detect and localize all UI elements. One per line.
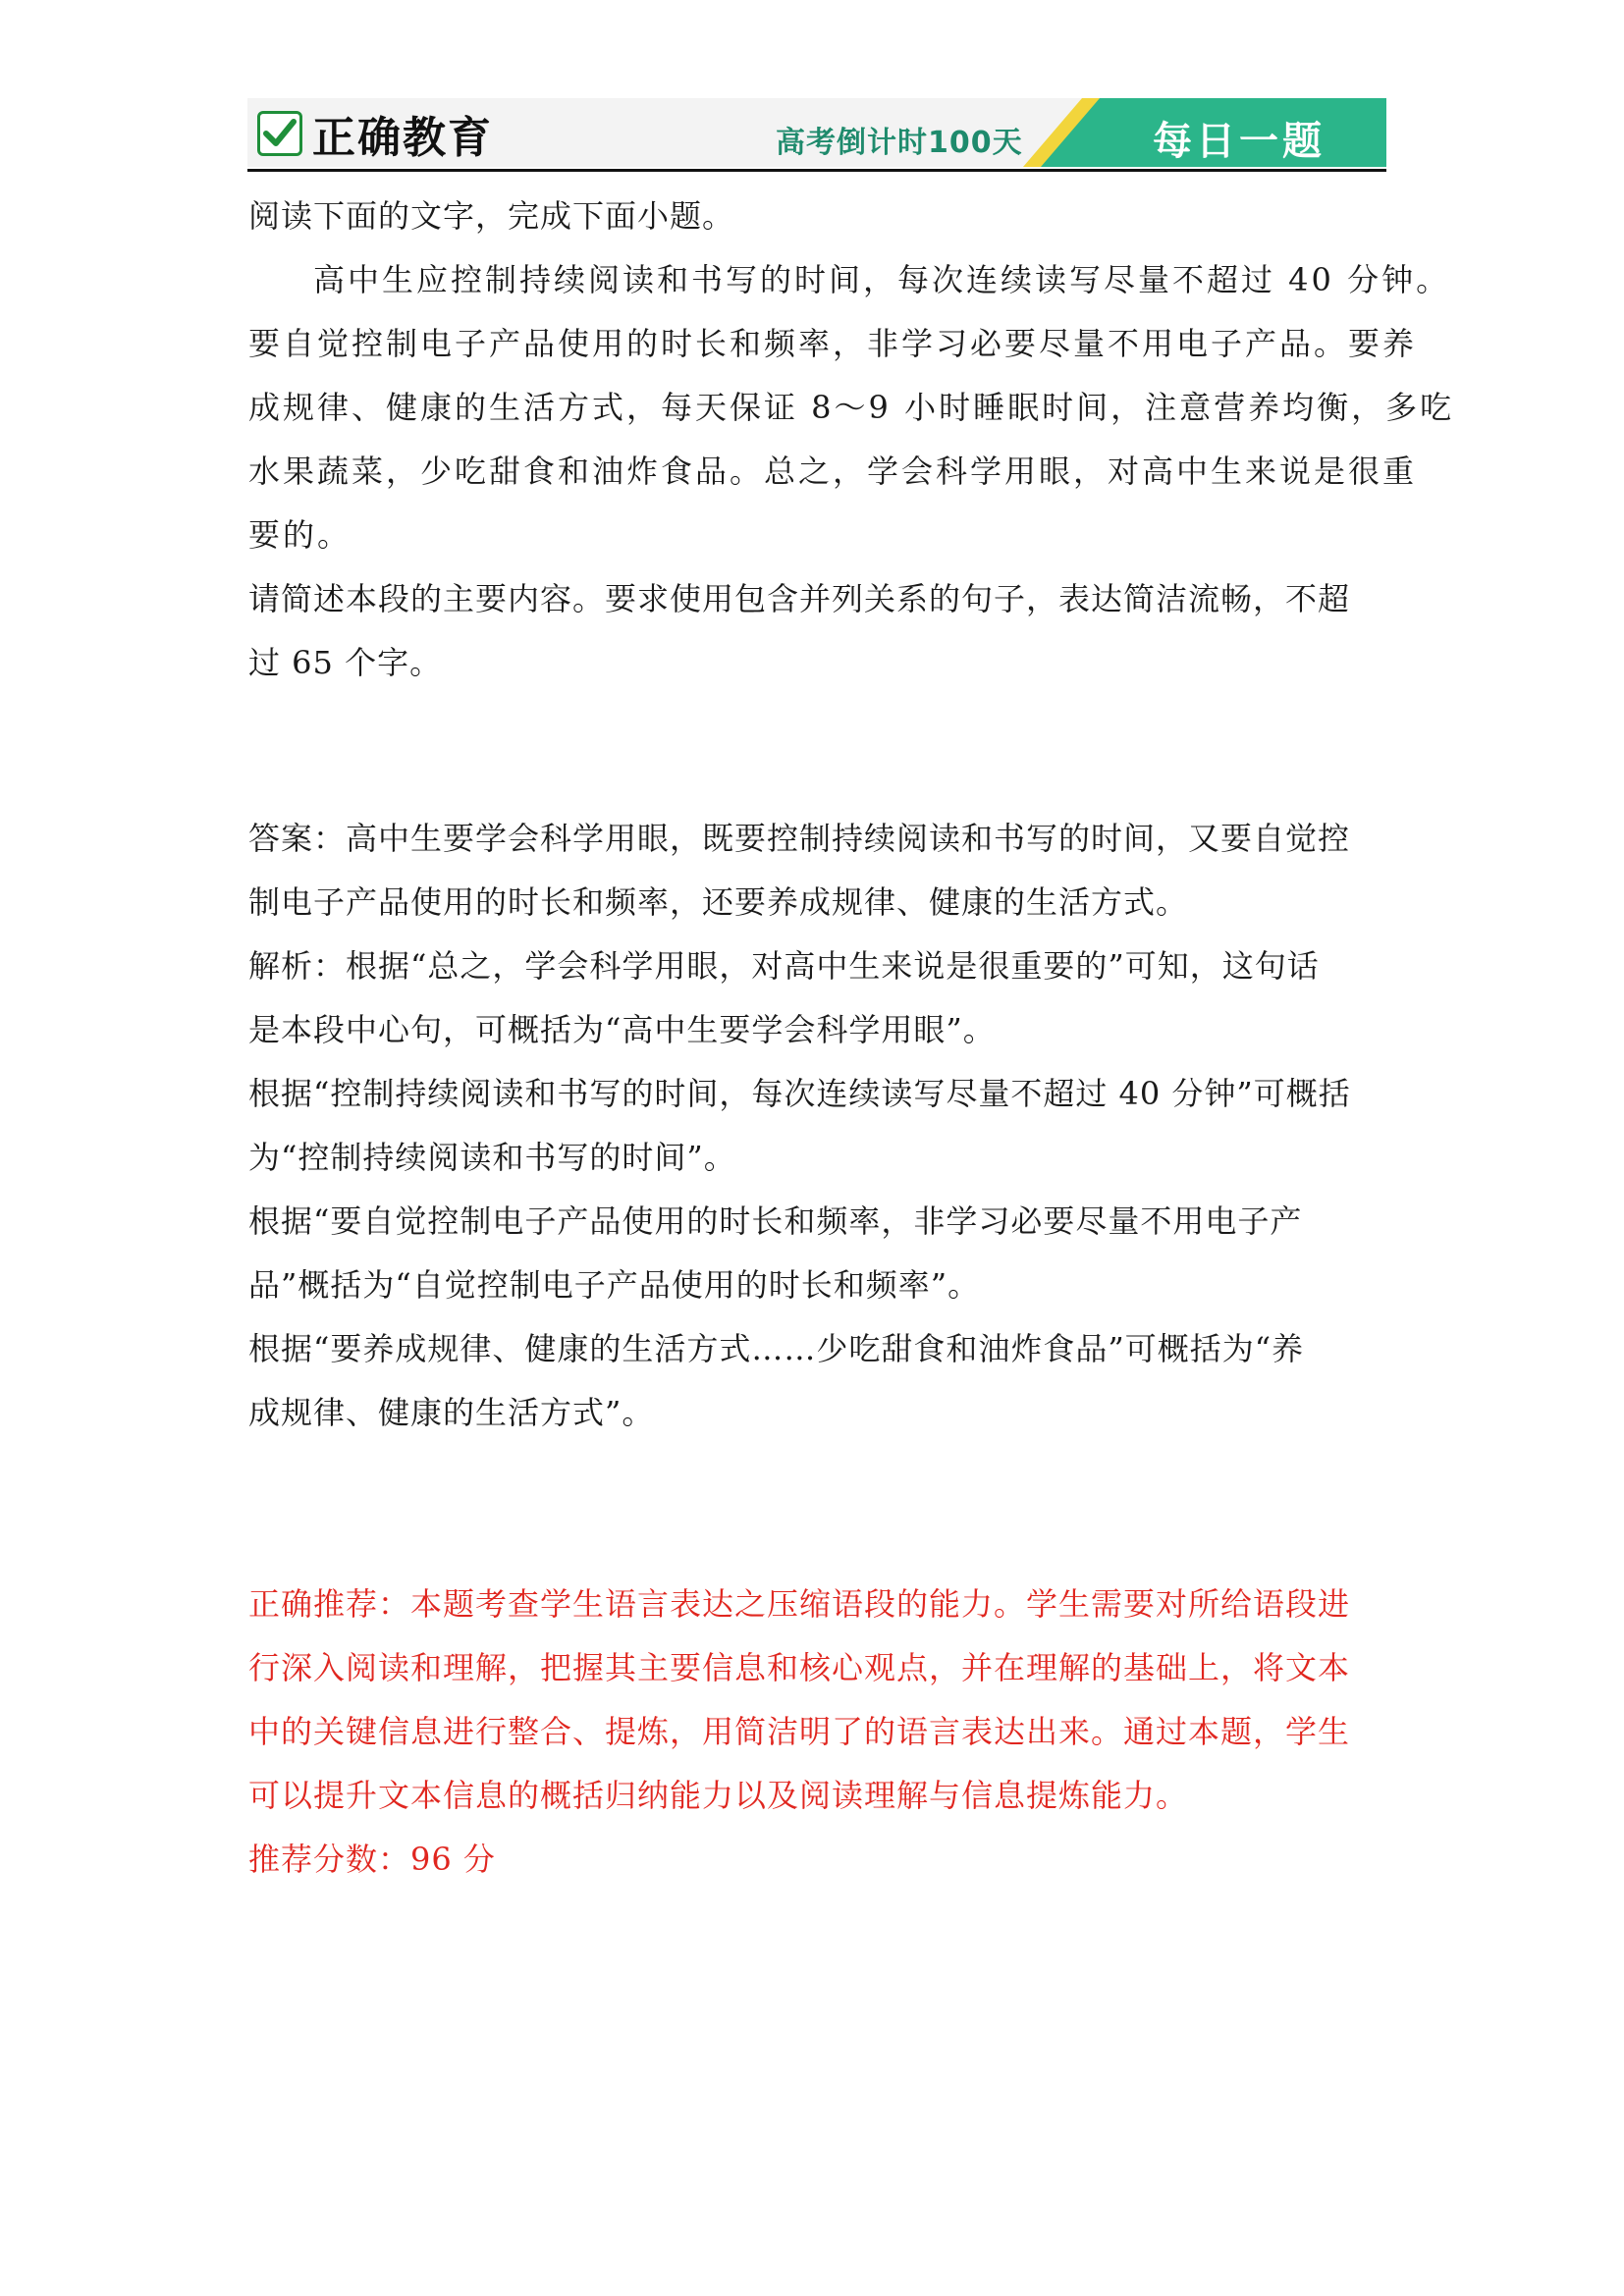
passage-line: 成规律、健康的生活方式，每天保证 8～9 小时睡眠时间，注意营养均衡，多吃 <box>248 389 1455 426</box>
analysis-line: 解析：根据“总之，学会科学用眼，对高中生来说是很重要的”可知，这句话 <box>248 947 1320 985</box>
question-line: 过 65 个字。 <box>248 644 443 681</box>
recommendation-line: 正确推荐：本题考查学生语言表达之压缩语段的能力。学生需要对所给语段进 <box>248 1585 1351 1623</box>
brand-name: 正确教育 <box>312 113 493 163</box>
analysis-line: 成规律、健康的生活方式”。 <box>248 1394 655 1431</box>
recommended-score: 推荐分数：96 分 <box>248 1841 496 1878</box>
analysis-line: 为“控制持续阅读和书写的时间”。 <box>248 1139 736 1176</box>
answer-line: 答案：高中生要学会科学用眼，既要控制持续阅读和书写的时间，又要自觉控 <box>248 820 1351 857</box>
brand-logo <box>257 106 493 161</box>
answer-line: 制电子产品使用的时长和频率，还要养成规律、健康的生活方式。 <box>248 883 1189 921</box>
passage-line: 要的。 <box>248 516 352 554</box>
analysis-line: 根据“要自觉控制电子产品使用的时长和频率，非学习必要尽量不用电子产 <box>248 1202 1303 1240</box>
page-header <box>247 98 1386 172</box>
analysis-line: 根据“控制持续阅读和书写的时间，每次连续读写尽量不超过 40 分钟”可概括 <box>248 1075 1351 1112</box>
analysis-line: 品”概括为“自觉控制电子产品使用的时长和频率”。 <box>248 1266 981 1304</box>
reading-passage <box>248 248 1455 567</box>
daily-question-label: 每日一题 <box>1153 119 1326 164</box>
countdown-text: 高考倒计时100天 <box>776 126 1023 160</box>
analysis-line: 是本段中心句，可概括为“高中生要学会科学用眼”。 <box>248 1011 996 1048</box>
answer-section <box>248 807 1387 1445</box>
checkmark-icon <box>257 111 302 156</box>
question <box>248 567 1387 695</box>
passage-line: 高中生应控制持续阅读和书写的时间，每次连续读写尽量不超过 40 分钟。 <box>313 261 1451 298</box>
analysis-line: 根据“要养成规律、健康的生活方式……少吃甜食和油炸食品”可概括为“养 <box>248 1330 1305 1367</box>
passage-line: 要自觉控制电子产品使用的时长和频率，非学习必要尽量不用电子产品。要养 <box>248 325 1418 362</box>
recommendation-line: 行深入阅读和理解，把握其主要信息和核心观点，并在理解的基础上，将文本 <box>248 1649 1351 1686</box>
question-line: 请简述本段的主要内容。要求使用包含并列关系的句子，表达简洁流畅，不超 <box>248 580 1351 617</box>
recommendation-line: 中的关键信息进行整合、提炼，用简洁明了的语言表达出来。通过本题，学生 <box>248 1713 1351 1750</box>
recommendation-section <box>248 1573 1387 1892</box>
document-body <box>248 185 1455 1892</box>
passage-line: 水果蔬菜，少吃甜食和油炸食品。总之，学会科学用眼，对高中生来说是很重 <box>248 453 1418 490</box>
intro-text: 阅读下面的文字，完成下面小题。 <box>248 197 735 235</box>
recommendation-line: 可以提升文本信息的概括归纳能力以及阅读理解与信息提炼能力。 <box>248 1777 1189 1814</box>
